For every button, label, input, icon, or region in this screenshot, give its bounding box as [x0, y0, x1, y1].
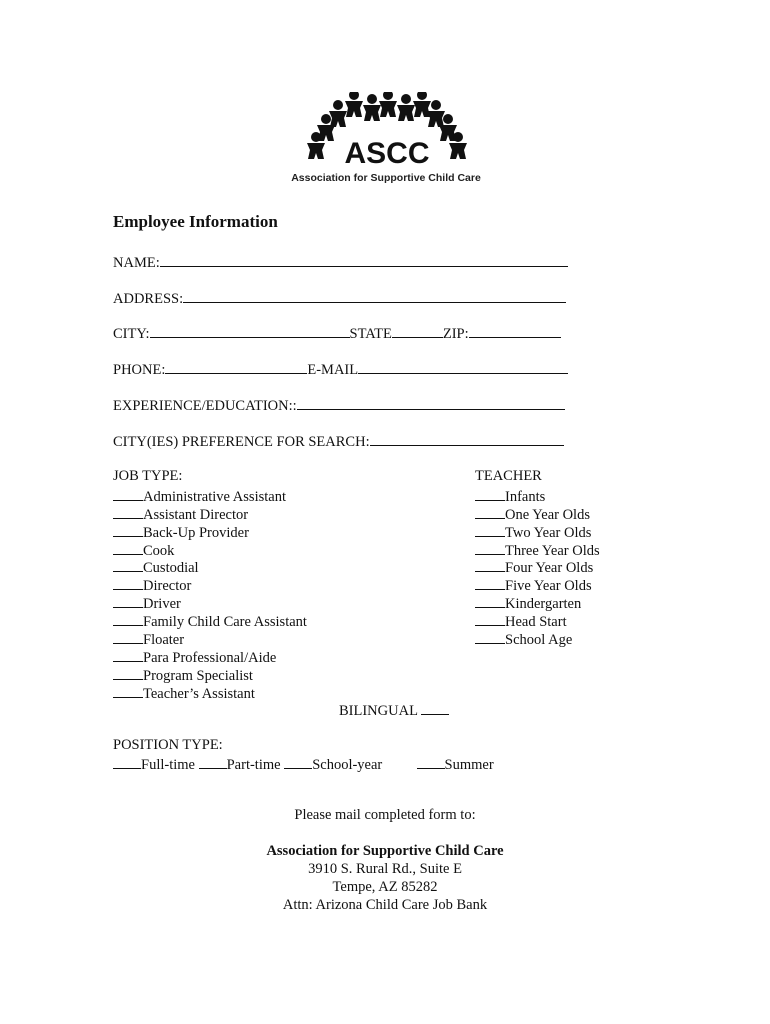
- city-blank[interactable]: [150, 323, 350, 338]
- mailing-attn: Attn: Arizona Child Care Job Bank: [282, 897, 488, 913]
- teacher-item: [475, 593, 600, 611]
- job-type-title: JOB TYPE:: [113, 468, 183, 484]
- teacher-item-label: Infants: [505, 488, 546, 505]
- position-type-options: [113, 754, 494, 774]
- job-type-item: [113, 665, 307, 683]
- teacher-title: TEACHER: [475, 468, 542, 484]
- teacher-item: [475, 557, 600, 575]
- job-type-item-label: Teacher’s Assistant: [143, 685, 255, 702]
- job-type-item-label: Floater: [143, 632, 185, 649]
- job-type-item: [113, 683, 307, 701]
- teacher-item-label: One Year Olds: [505, 506, 590, 523]
- teacher-checkbox-blank[interactable]: [475, 504, 505, 519]
- schoolyear-blank[interactable]: [284, 754, 312, 769]
- state-blank[interactable]: [392, 323, 443, 338]
- name-field-row: [113, 252, 568, 272]
- job-type-checkbox-blank[interactable]: [113, 647, 143, 662]
- job-type-checkbox-blank[interactable]: [113, 522, 143, 537]
- zip-blank[interactable]: [469, 323, 561, 338]
- section-title: Employee Information: [113, 212, 278, 231]
- parttime-label: Part-time: [226, 757, 281, 773]
- job-type-checkbox-blank[interactable]: [113, 486, 143, 501]
- address-blank[interactable]: [183, 288, 566, 303]
- job-type-checkbox-blank[interactable]: [113, 665, 143, 680]
- city-preference-row: [113, 431, 564, 451]
- bilingual-blank[interactable]: [421, 700, 449, 715]
- teacher-checkbox-blank[interactable]: [475, 611, 505, 626]
- job-type-checkbox-blank[interactable]: [113, 593, 143, 608]
- job-type-item: [113, 540, 307, 558]
- job-type-checkbox-blank[interactable]: [113, 611, 143, 626]
- experience-blank[interactable]: [297, 395, 565, 410]
- teacher-checkbox-blank[interactable]: [475, 557, 505, 572]
- city-preference-label: CITY(IES) PREFERENCE FOR SEARCH:: [113, 434, 370, 450]
- phone-blank[interactable]: [165, 359, 307, 374]
- bilingual-label: BILINGUAL: [339, 703, 418, 719]
- experience-label: EXPERIENCE/EDUCATION::: [113, 398, 297, 414]
- email-blank[interactable]: [358, 359, 568, 374]
- logo-mark-text: ASCC: [344, 137, 430, 170]
- job-type-checkbox-blank[interactable]: [113, 575, 143, 590]
- teacher-item: [475, 611, 600, 629]
- teacher-item-label: Three Year Olds: [505, 542, 600, 559]
- teacher-item-label: Five Year Olds: [505, 578, 592, 595]
- job-type-item: [113, 486, 307, 504]
- mailing-org: Association for Supportive Child Care: [266, 843, 504, 859]
- job-type-item: [113, 611, 307, 629]
- job-type-item-label: Administrative Assistant: [143, 488, 286, 505]
- fulltime-label: Full-time: [141, 757, 195, 773]
- name-blank[interactable]: [160, 252, 568, 267]
- position-type-title: POSITION TYPE:: [113, 737, 223, 753]
- job-type-item: [113, 575, 307, 593]
- job-type-checkbox-blank[interactable]: [113, 540, 143, 555]
- teacher-item-label: Head Start: [505, 614, 567, 631]
- job-type-item: [113, 504, 307, 522]
- job-type-item-label: Driver: [143, 596, 181, 613]
- job-type-item: [113, 557, 307, 575]
- teacher-checkbox-blank[interactable]: [475, 522, 505, 537]
- address-label: ADDRESS:: [113, 291, 184, 307]
- teacher-item: [475, 629, 600, 647]
- job-type-item-label: Program Specialist: [143, 667, 253, 684]
- job-type-item: [113, 593, 307, 611]
- job-type-item-label: Custodial: [143, 560, 199, 577]
- address-field-row: [113, 288, 566, 308]
- job-type-list: [113, 468, 307, 701]
- city-label: CITY:: [113, 326, 150, 342]
- teacher-checkbox-blank[interactable]: [475, 540, 505, 555]
- job-type-checkbox-blank[interactable]: [113, 504, 143, 519]
- job-type-item-label: Family Child Care Assistant: [143, 614, 307, 631]
- job-type-item-label: Cook: [143, 542, 175, 559]
- teacher-checkbox-blank[interactable]: [475, 593, 505, 608]
- teacher-item: [475, 522, 600, 540]
- state-label: STATE: [349, 326, 392, 342]
- city-field-row: [113, 323, 561, 343]
- job-type-checkbox-blank[interactable]: [113, 683, 143, 698]
- teacher-item: [475, 575, 600, 593]
- teacher-item-label: Two Year Olds: [505, 524, 592, 541]
- teacher-item: [475, 486, 600, 504]
- ascc-logo: [288, 92, 484, 188]
- email-label: E-MAIL: [307, 362, 359, 378]
- phone-label: PHONE:: [113, 362, 166, 378]
- fulltime-blank[interactable]: [113, 754, 141, 769]
- teacher-list: [475, 468, 600, 647]
- job-type-checkbox-blank[interactable]: [113, 557, 143, 572]
- job-type-item: [113, 522, 307, 540]
- name-label: NAME:: [113, 255, 160, 271]
- parttime-blank[interactable]: [199, 754, 227, 769]
- teacher-item-label: Four Year Olds: [505, 560, 594, 577]
- zip-label: ZIP:: [442, 326, 469, 342]
- job-type-item-label: Assistant Director: [143, 506, 249, 523]
- logo-org-name: Association for Supportive Child Care: [291, 172, 481, 184]
- teacher-checkbox-blank[interactable]: [475, 486, 505, 501]
- mailing-city: Tempe, AZ 85282: [332, 879, 438, 895]
- teacher-checkbox-blank[interactable]: [475, 629, 505, 644]
- teacher-checkbox-blank[interactable]: [475, 575, 505, 590]
- job-type-item-label: Director: [143, 578, 192, 595]
- teacher-item-label: School Age: [505, 632, 573, 649]
- mailing-intro: Please mail completed form to:: [294, 807, 476, 823]
- job-type-item-label: Para Professional/Aide: [143, 649, 277, 666]
- summer-label: Summer: [444, 757, 494, 773]
- job-type-item: [113, 629, 307, 647]
- schoolyear-label: School-year: [312, 757, 383, 773]
- job-type-item: [113, 647, 307, 665]
- summer-blank[interactable]: [417, 754, 445, 769]
- teacher-item-label: Kindergarten: [505, 596, 582, 613]
- mailing-street: 3910 S. Rural Rd., Suite E: [308, 861, 462, 877]
- teacher-item: [475, 540, 600, 558]
- job-type-checkbox-blank[interactable]: [113, 629, 143, 644]
- job-type-item-label: Back-Up Provider: [143, 524, 249, 541]
- city-preference-blank[interactable]: [370, 431, 564, 446]
- bilingual-row: [339, 700, 449, 720]
- phone-email-row: [113, 359, 568, 379]
- teacher-item: [475, 504, 600, 522]
- experience-row: [113, 395, 565, 415]
- children-arch-icon: [288, 92, 484, 172]
